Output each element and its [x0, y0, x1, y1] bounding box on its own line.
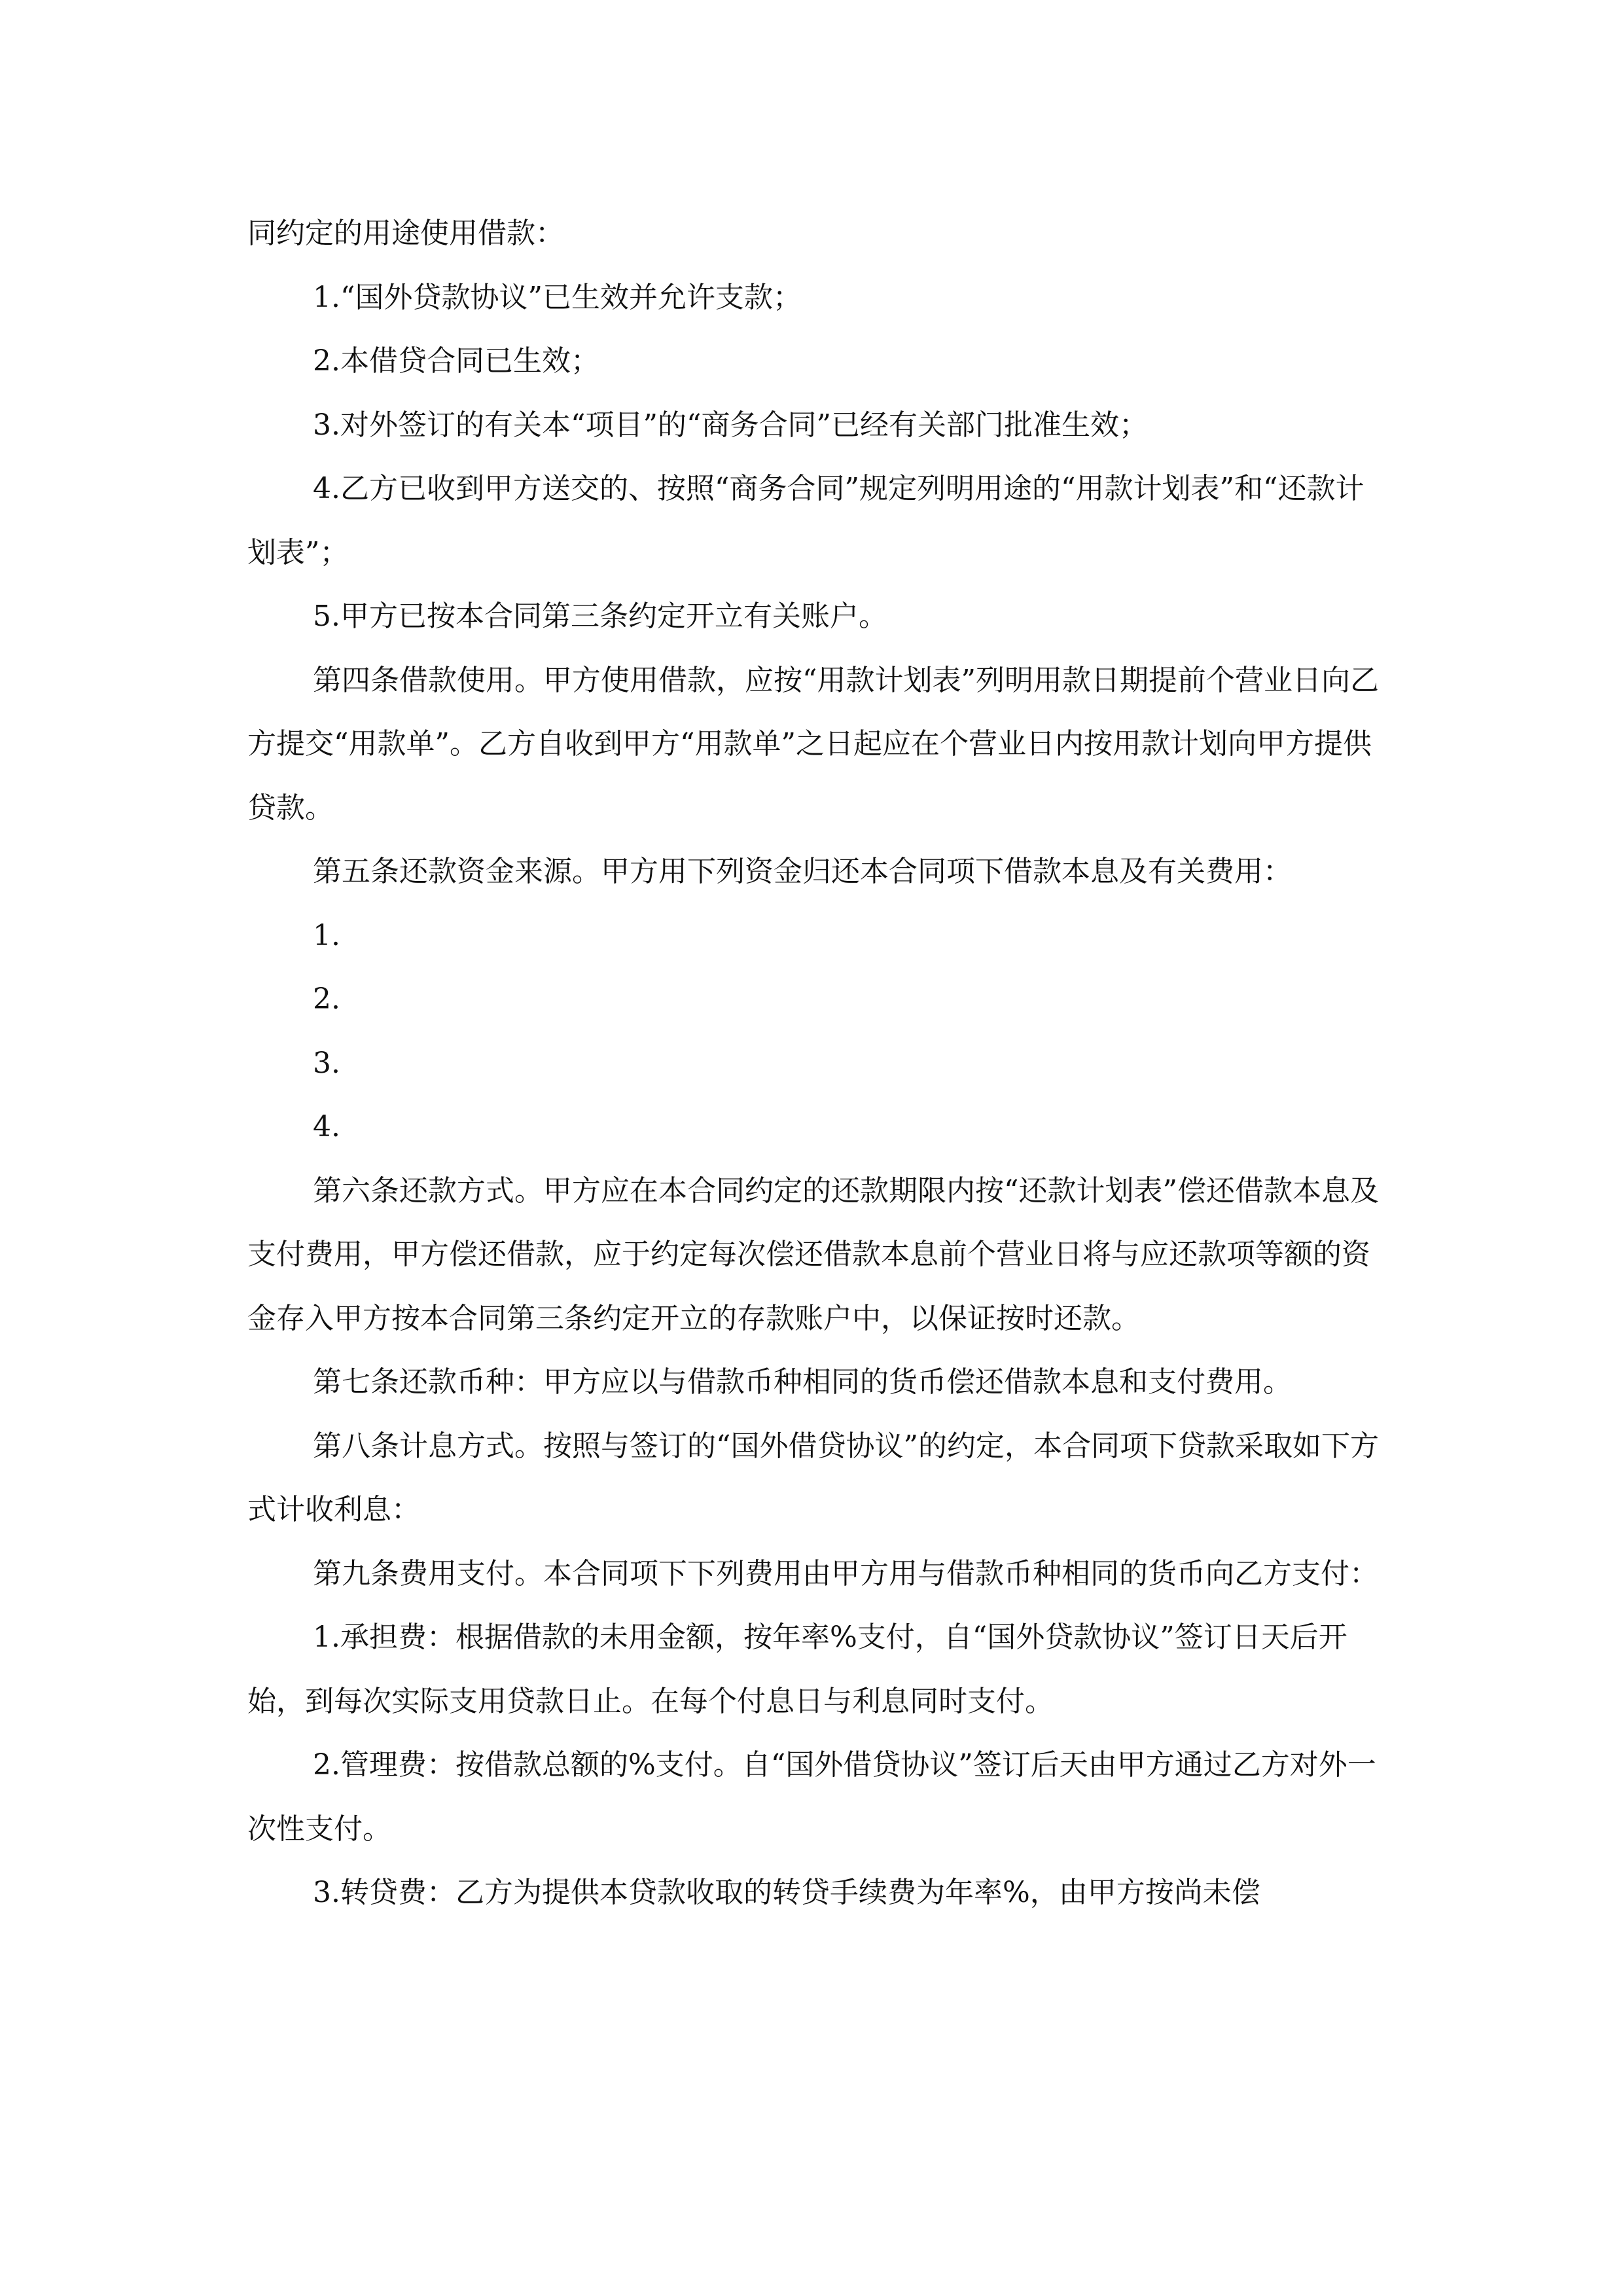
article-7-paragraph: 第七条还款币种：甲方应以与借款币种相同的货币偿还借款本息和支付费用。 [313, 1365, 1292, 1399]
list-item: 1.“国外贷款协议”已生效并允许支款； [313, 280, 802, 314]
article-8-paragraph: 第八条计息方式。按照与签订的“国外借贷协议”的约定，本合同项下贷款采取如下方式计收利息： [247, 1429, 1379, 1526]
list-item: 3. [313, 1046, 340, 1080]
list-item: 1.承担费：根据借款的未用金额，按年率%支付，自“国外贷款协议”签订日天后开始，到每次实际支用贷款日止。在每个付息日与利息同时支付。 [247, 1621, 1347, 1718]
article-6-paragraph: 第六条还款方式。甲方应在本合同约定的还款期限内按“还款计划表”偿还借款本息及支付费用，甲方偿还借款，应于约定每次偿还借款本息前个营业日将与应还款项等额的资金存入甲方按本合同第三条约定开立的存款账户中，以保证按时还款。 [247, 1174, 1379, 1335]
document-body [247, 202, 1387, 1925]
article-9-paragraph: 第九条费用支付。本合同项下下列费用由甲方用与借款币种相同的货币向乙方支付： [313, 1556, 1378, 1590]
list-item: 4.乙方已收到甲方送交的、按照“商务合同”规定列明用途的“用款计划表”和“还款计划表”； [247, 472, 1364, 569]
list-item: 2. [313, 982, 340, 1016]
list-item: 1. [313, 918, 340, 952]
article-5-paragraph: 第五条还款资金来源。甲方用下列资金归还本合同项下借款本息及有关费用： [313, 855, 1292, 888]
list-item: 3.转贷费：乙方为提供本贷款收取的转贷手续费为年率%，由甲方按尚未偿 [313, 1876, 1260, 1909]
list-item: 3.对外签订的有关本“项目”的“商务合同”已经有关部门批准生效； [313, 408, 1148, 442]
paragraph: 同约定的用途使用借款： [247, 217, 564, 250]
article-4-paragraph: 第四条借款使用。甲方使用借款，应按“用款计划表”列明用款日期提前个营业日向乙方提交“用款单”。乙方自收到甲方“用款单”之日起应在个营业日内按用款计划向甲方提供贷款。 [247, 663, 1379, 825]
list-item: 5.甲方已按本合同第三条约定开立有关账户。 [313, 600, 887, 633]
list-item: 4. [313, 1110, 340, 1143]
list-item: 2.管理费：按借款总额的%支付。自“国外借贷协议”签订后天由甲方通过乙方对外一次性支付。 [247, 1748, 1376, 1846]
list-item: 2.本借贷合同已生效； [313, 344, 599, 378]
